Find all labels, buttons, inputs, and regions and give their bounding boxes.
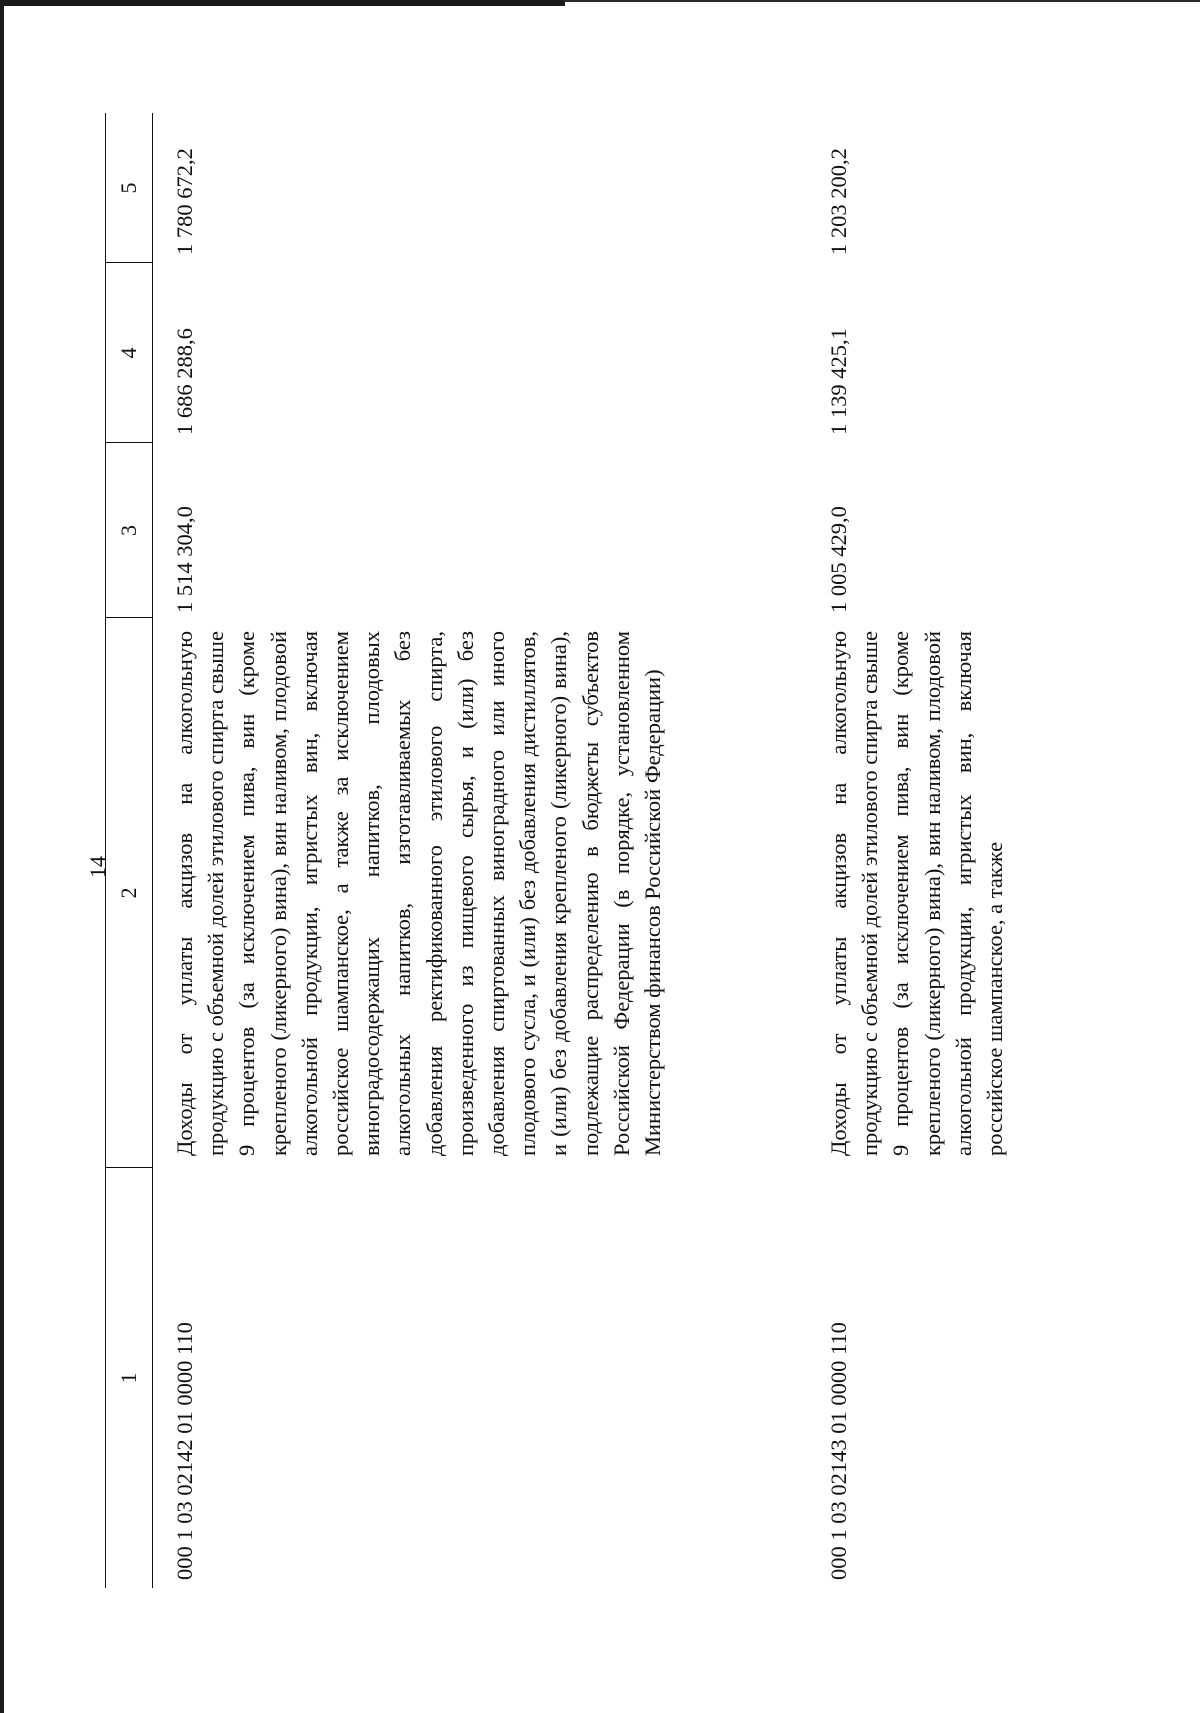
column-header-3: 3 xyxy=(106,442,152,618)
amount-column-4: 1 686 288,6 xyxy=(172,328,197,435)
amount-column-3: 1 514 304,0 xyxy=(172,506,197,613)
amount-column-5: 1 780 672,2 xyxy=(172,148,197,255)
revenue-description: Доходы от уплаты акцизов на алкогольную продукцию с объемной долей этилового спирта свыше 9 процентов (за исключением пива, вин (кроме крепленого (ликерного) вина), вин наливом, плодовой алкогольной продукции, игристых вин, включая российское шампанское, а также xyxy=(826,631,1008,1156)
budget-classification-code: 000 1 03 02143 01 0000 110 xyxy=(826,1322,851,1580)
column-header-2: 2 xyxy=(106,617,152,1168)
budget-classification-code: 000 1 03 02142 01 0000 110 xyxy=(172,1322,197,1580)
revenue-description: Доходы от уплаты акцизов на алкогольную продукцию с объемной долей этилового спирта свыше 9 процентов (за исключением пива, вин (кроме крепленого (ликерного) вина), вин наливом, плодовой алкогольной продукции, игристых вин, включая российское шампанское, а также за исключением виноградосодержащих напитков, плодовых алкогольных напитков, изготавливаемых без добавления ректификованного этилового спирта, произведенного из пищевого сырья, и (или) без добавления спиртованных виноградного или иного плодового сусла, и (или) без добавления дистиллятов, и (или) без добавления крепленого (ликерного) вина), подлежащие распределению в бюджеты субъектов Российской Федерации (в порядке, установленном Министерством финансов Российской Федерации) xyxy=(172,631,666,1156)
amount-column-4: 1 139 425,1 xyxy=(826,328,851,435)
column-header-5: 5 xyxy=(116,182,141,194)
page-number: 14 xyxy=(85,856,110,878)
amount-column-5: 1 203 200,2 xyxy=(826,148,851,255)
table-header-row xyxy=(105,113,153,1588)
column-header-4: 4 xyxy=(106,262,152,443)
amount-column-3: 1 005 429,0 xyxy=(826,506,851,613)
revenue-table xyxy=(105,113,1008,1588)
column-header-1: 1 xyxy=(106,1167,152,1588)
